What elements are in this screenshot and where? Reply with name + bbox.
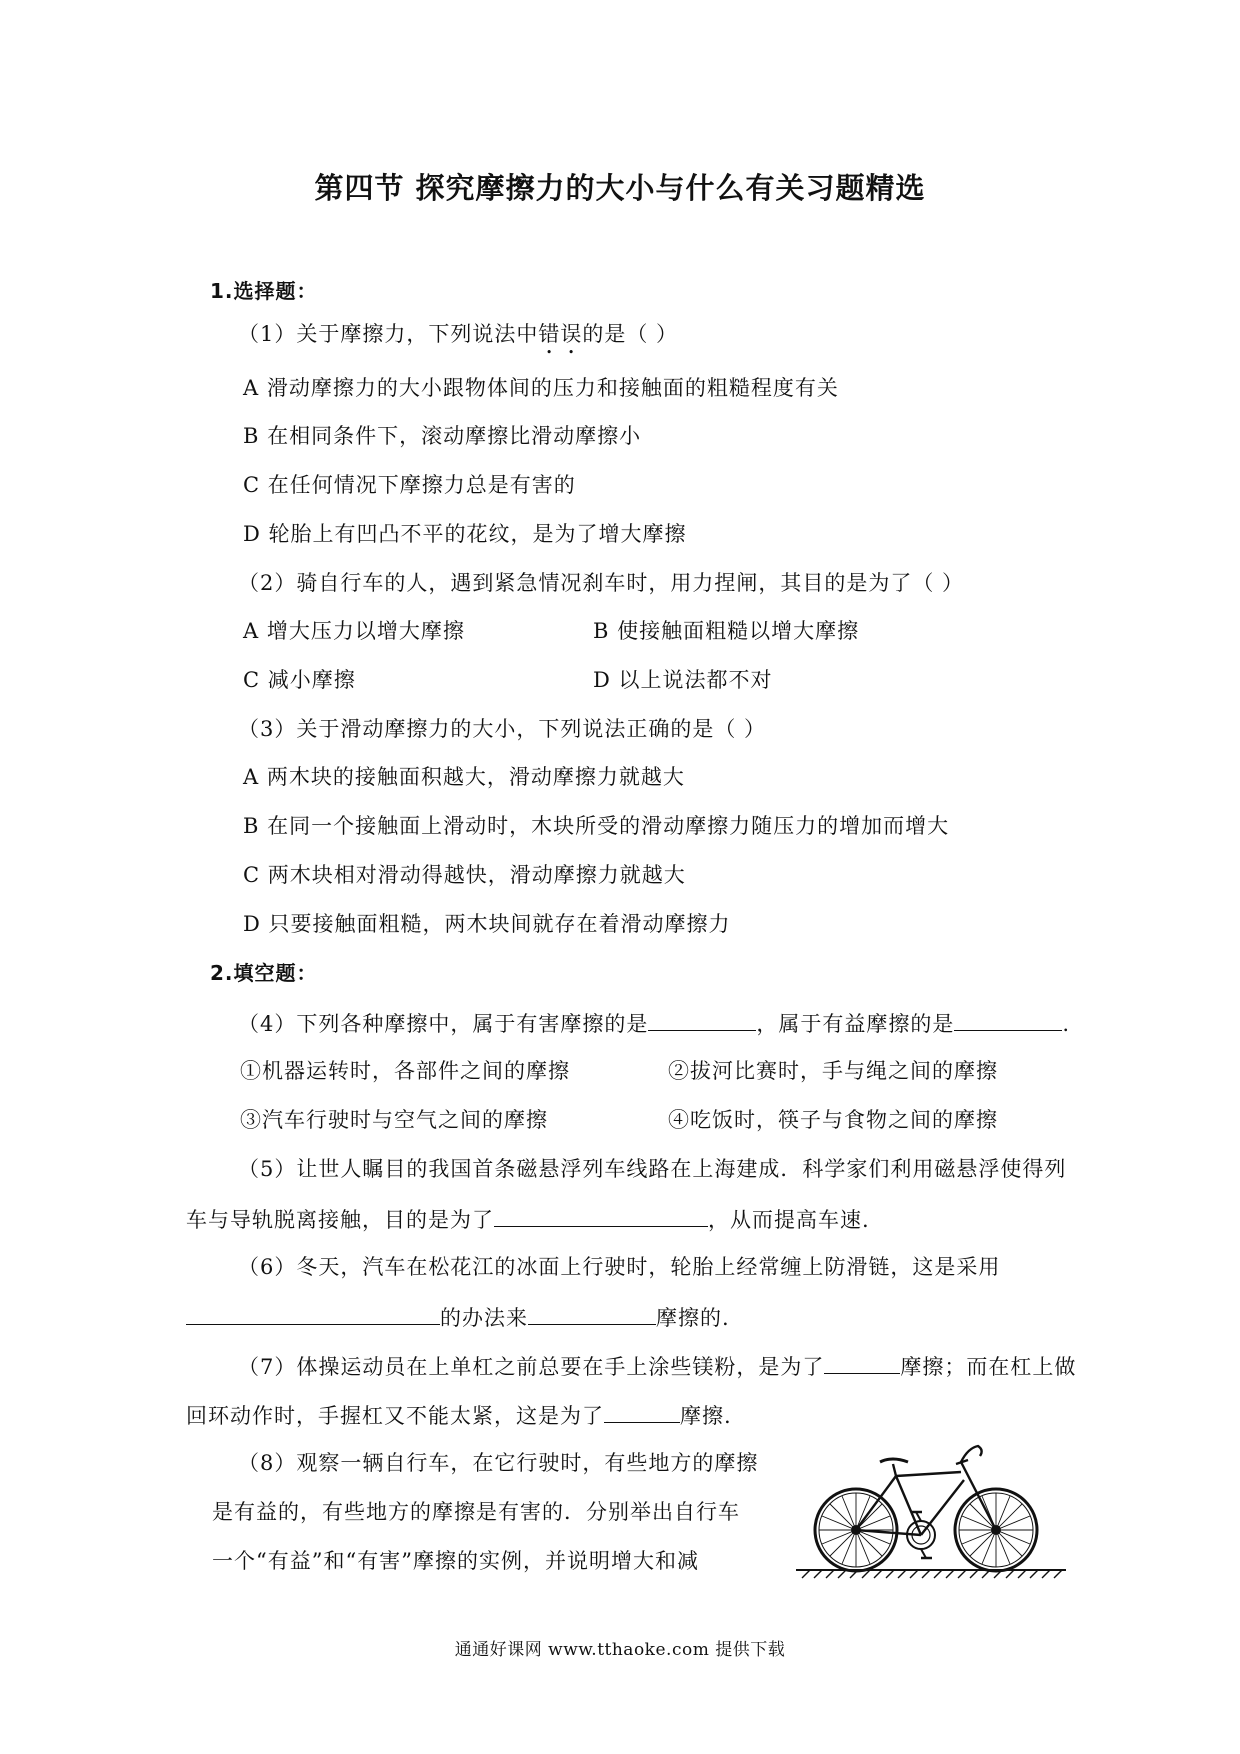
question-4-item-4: ④吃饭时，筷子与食物之间的摩擦: [668, 1108, 998, 1132]
question-5-line-2: [186, 1204, 870, 1234]
question-1-stem-before: （1）关于摩擦力，下列说法中: [238, 322, 539, 346]
question-4-part3: .: [1062, 1012, 1071, 1036]
answer-blank[interactable]: [494, 1204, 708, 1227]
answer-blank[interactable]: [824, 1351, 900, 1374]
question-6-line-2: [186, 1302, 730, 1332]
question-7-line-1: [238, 1351, 1076, 1381]
answer-blank[interactable]: [648, 1008, 756, 1031]
question-2-option-a: A 增大压力以增大摩擦: [243, 619, 465, 643]
question-4-part2: ，属于有益摩擦的是: [756, 1012, 955, 1036]
question-1-option-c: C 在任何情况下摩擦力总是有害的: [243, 473, 576, 497]
answer-blank[interactable]: [186, 1302, 440, 1325]
question-3-option-c: C 两木块相对滑动得越快，滑动摩擦力就越大: [243, 863, 686, 887]
question-1-stem: [238, 320, 678, 359]
question-7-line-2-before: 回环动作时，手握杠又不能太紧，这是为了: [186, 1404, 604, 1428]
question-4-part1: （4）下列各种摩擦中，属于有害摩擦的是: [238, 1012, 649, 1036]
section-heading-fill: 2.填空题：: [210, 961, 318, 985]
question-3-option-b: B 在同一个接触面上滑动时，木块所受的滑动摩擦力随压力的增加而增大: [243, 814, 950, 838]
question-8-line-2: 是有益的，有些地方的摩擦是有害的．分别举出自行车: [212, 1500, 740, 1524]
answer-blank[interactable]: [954, 1008, 1062, 1031]
question-3-option-a: A 两木块的接触面积越大，滑动摩擦力就越大: [243, 765, 685, 789]
question-1-stem-after: 的是（ ）: [582, 322, 679, 346]
question-2-option-d: D 以上说法都不对: [593, 668, 773, 692]
question-4-stem: [238, 1008, 1070, 1038]
bicycle-figure-icon: [796, 1440, 1066, 1590]
question-1-option-b: B 在相同条件下，滚动摩擦比滑动摩擦小: [243, 424, 642, 448]
question-4-item-2: ②拔河比赛时，手与绳之间的摩擦: [668, 1059, 998, 1083]
page-footer: 通通好课网 www.tthaoke.com 提供下载: [454, 1640, 786, 1660]
question-7-line-1-before: （7）体操运动员在上单杠之前总要在手上涂些镁粉，是为了: [238, 1355, 825, 1379]
question-6-mid: 的办法来: [440, 1306, 528, 1330]
question-7-line-2-after: 摩擦.: [680, 1404, 732, 1428]
question-5-after: ，从而提高车速.: [708, 1208, 870, 1232]
page-title: 第四节 探究摩擦力的大小与什么有关习题精选: [314, 171, 926, 205]
answer-blank[interactable]: [604, 1400, 680, 1423]
section-heading-choice: 1.选择题：: [210, 279, 318, 303]
question-2-stem: （2）骑自行车的人，遇到紧急情况刹车时，用力捏闸，其目的是为了（ ）: [238, 571, 965, 595]
question-6-end: 摩擦的.: [656, 1306, 730, 1330]
ground-hatching: [802, 1570, 1062, 1578]
question-4-item-3: ③汽车行驶时与空气之间的摩擦: [240, 1108, 548, 1132]
question-8-line-3: 一个“有益”和“有害”摩擦的实例，并说明增大和减: [212, 1549, 699, 1573]
question-1-emphasis: 错误: [538, 322, 583, 346]
question-4-item-1: ①机器运转时，各部件之间的摩擦: [240, 1059, 570, 1083]
question-5-line-1: （5）让世人瞩目的我国首条磁悬浮列车线路在上海建成．科学家们利用磁悬浮使得列: [238, 1157, 1067, 1181]
question-5-before: 车与导轨脱离接触，目的是为了: [186, 1208, 494, 1232]
question-2-option-c: C 减小摩擦: [243, 668, 356, 692]
question-6-line-1: （6）冬天，汽车在松花江的冰面上行驶时，轮胎上经常缠上防滑链，这是采用: [238, 1255, 1001, 1279]
question-1-option-d: D 轮胎上有凹凸不平的花纹，是为了增大摩擦: [243, 522, 687, 546]
question-7-line-1-after: 摩擦；而在杠上做: [900, 1355, 1077, 1379]
question-3-stem: （3）关于滑动摩擦力的大小，下列说法正确的是（ ）: [238, 717, 767, 741]
question-1-option-a: A 滑动摩擦力的大小跟物体间的压力和接触面的粗糙程度有关: [243, 376, 839, 400]
question-8-line-1: （8）观察一辆自行车，在它行驶时，有些地方的摩擦: [238, 1451, 759, 1475]
question-7-line-2: [186, 1400, 732, 1430]
question-2-option-b: B 使接触面粗糙以增大摩擦: [593, 619, 860, 643]
question-3-option-d: D 只要接触面粗糙，两木块间就存在着滑动摩擦力: [243, 912, 731, 936]
answer-blank[interactable]: [528, 1302, 656, 1325]
